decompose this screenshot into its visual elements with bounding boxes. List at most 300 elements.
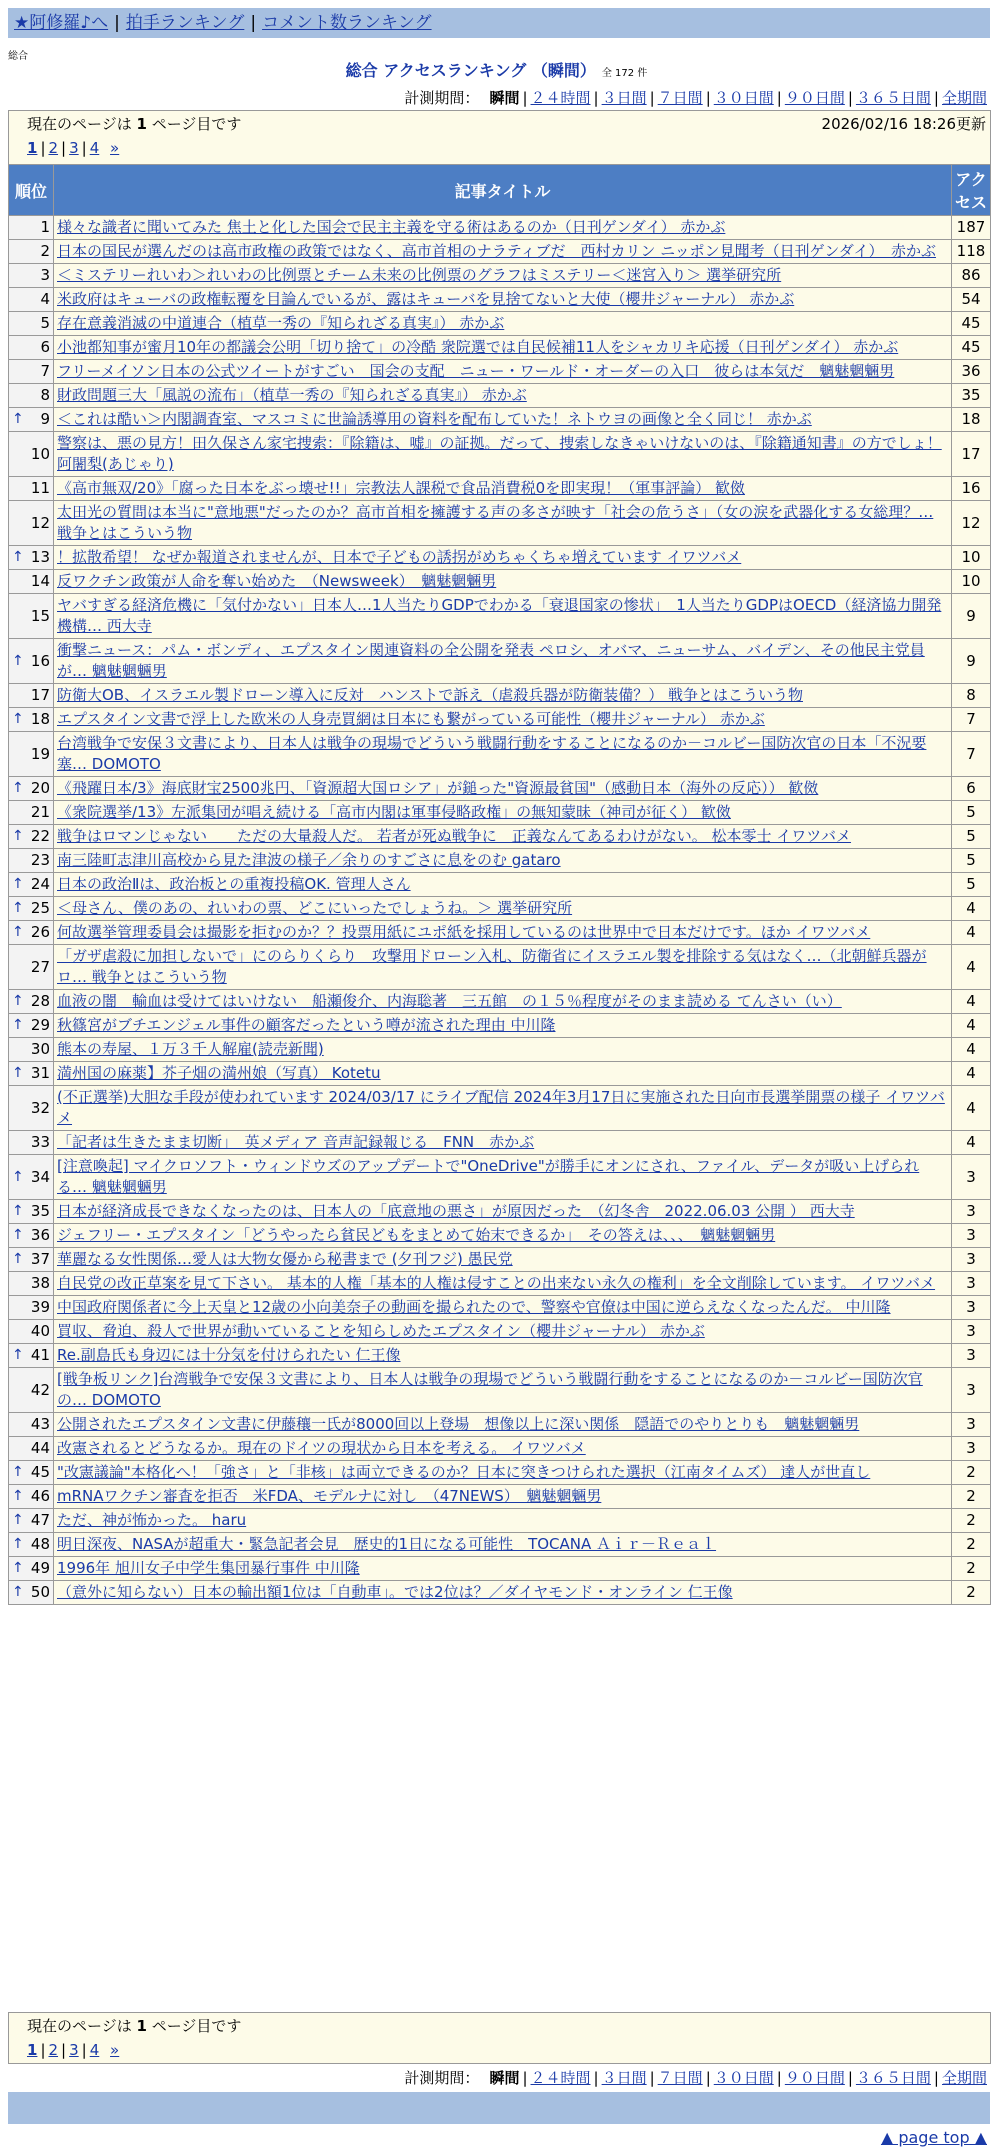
rank-cell <box>9 1557 54 1581</box>
table-row <box>9 825 991 849</box>
page-info-text: 現在のページは 1 ページ目です <box>27 2017 242 2035</box>
period-label: 計測期間： <box>404 2069 480 2087</box>
page-link-next[interactable]: » <box>110 139 120 157</box>
rank-up-icon: ↑ <box>12 711 24 727</box>
access-count: 10 <box>952 546 991 570</box>
rank-number: 29 <box>30 1016 50 1034</box>
access-count: 4 <box>952 1038 991 1062</box>
rank-cell <box>9 1155 54 1200</box>
rank-cell <box>9 1509 54 1533</box>
title-cell <box>54 1062 952 1086</box>
access-count: 4 <box>952 1086 991 1131</box>
page-link-current[interactable]: 1 <box>27 2041 38 2059</box>
article-link[interactable]: 《衆院選挙/13》左派集団が唱え続ける「高市内閣は軍事侵略政権」の無知蒙昧（神司が征く） 歓傚 <box>57 803 731 821</box>
table-row <box>9 501 991 546</box>
period-link-all[interactable]: 全期間 <box>941 2069 987 2087</box>
article-link[interactable]: 防衛大OB、イスラエル製ドローン導入に反対 ハンストで訴え（虐殺兵器が防衛装備？） 戦争とはこういう物 <box>57 686 803 704</box>
title-cell <box>54 477 952 501</box>
rank-cell <box>9 1224 54 1248</box>
article-link[interactable]: 華麗なる女性関係…愛人は大物女優から秘書まで (夕刊フジ) 愚民党 <box>57 1250 513 1268</box>
rank-cell <box>9 684 54 708</box>
article-link[interactable]: ＜これは酷い＞内閣調査室、マスコミに世論誘導用の資料を配布していた！ネトウヨの画像と全く同じ！ 赤かぶ <box>57 410 812 428</box>
rank-cell <box>9 1062 54 1086</box>
access-count: 3 <box>952 1344 991 1368</box>
rank-number: 8 <box>40 386 50 404</box>
period-link-7d[interactable]: ７日間 <box>657 89 703 107</box>
access-count: 3 <box>952 1272 991 1296</box>
table-row <box>9 1014 991 1038</box>
title-cell <box>54 1248 952 1272</box>
access-count: 18 <box>952 408 991 432</box>
access-count: 3 <box>952 1296 991 1320</box>
access-count: 4 <box>952 1014 991 1038</box>
title-cell <box>54 1014 952 1038</box>
nav-link-comment-ranking[interactable]: コメント数ランキング <box>262 13 432 33</box>
rank-up-icon: ↑ <box>12 1464 24 1480</box>
period-selector-bottom: 計測期間： 瞬間 | ２４時間 | ３日間 | ７日間 | ３０日間 | ９０日間 | ３６５日間 | 全期間 <box>404 2069 987 2087</box>
title-cell <box>54 240 952 264</box>
article-link[interactable]: 秋篠宮がブチエンジェル事件の顧客だったという噂が流された理由 中川隆 <box>57 1016 556 1034</box>
rank-cell <box>9 1086 54 1131</box>
rank-cell <box>9 897 54 921</box>
article-link[interactable]: ＜母さん、僕のあの、れいわの票、どこにいったでしょうね。＞ 選挙研究所 <box>57 899 573 917</box>
rank-number: 32 <box>30 1098 50 1117</box>
rank-cell <box>9 1248 54 1272</box>
access-count: 3 <box>952 1224 991 1248</box>
access-count: 5 <box>952 801 991 825</box>
article-link[interactable]: ＜ミステリーれいわ＞れいわの比例票とチーム未来の比例票のグラフはミステリー＜迷宮入り＞ 選挙研究所 <box>57 266 782 284</box>
rank-cell <box>9 408 54 432</box>
rank-cell <box>9 1038 54 1062</box>
table-header-row <box>9 165 991 216</box>
rank-cell <box>9 1437 54 1461</box>
table-row <box>9 945 991 990</box>
page-link-3[interactable]: 3 <box>69 139 79 157</box>
access-count: 9 <box>952 594 991 639</box>
article-link[interactable]: Re.副島氏も身辺には十分気を付けられたい 仁王像 <box>57 1346 401 1364</box>
rank-number: 31 <box>30 1064 50 1082</box>
access-count: 3 <box>952 1248 991 1272</box>
article-link[interactable]: 小池都知事が蜜月10年の都議会公明「切り捨て」の冷酷 衆院選では自民候補11人をシャカリキ応援（日刊ゲンダイ） 赤かぶ <box>57 338 899 356</box>
rank-cell <box>9 1014 54 1038</box>
nav-separator: | <box>250 13 257 33</box>
title-cell <box>54 264 952 288</box>
rank-cell <box>9 546 54 570</box>
nav-link-asyura[interactable]: ★阿修羅♪へ <box>14 13 109 33</box>
page-info-top <box>8 110 991 166</box>
title-cell <box>54 216 952 240</box>
table-row <box>9 801 991 825</box>
page-link-next[interactable]: » <box>110 2041 120 2059</box>
rank-cell <box>9 1581 54 1605</box>
article-link[interactable]: （意外に知らない）日本の輸出額1位は「自動車」。では2位は？／ダイヤモンド・オンライン 仁王像 <box>57 1583 733 1601</box>
title-cell <box>54 1296 952 1320</box>
rank-up-icon: ↑ <box>12 900 24 916</box>
rank-cell <box>9 570 54 594</box>
rank-number: 49 <box>30 1559 50 1577</box>
rank-cell <box>9 1320 54 1344</box>
period-link-365d[interactable]: ３６５日間 <box>855 2069 931 2087</box>
article-link[interactable]: 南三陸町志津川高校から見た津波の様子／余りのすごさに息をのむ gataro <box>57 851 561 869</box>
access-count: 3 <box>952 1413 991 1437</box>
access-count: 2 <box>952 1557 991 1581</box>
rank-number: 26 <box>30 923 50 941</box>
access-count: 86 <box>952 264 991 288</box>
table-row <box>9 1557 991 1581</box>
footer-bar <box>8 2092 990 2124</box>
rank-cell <box>9 990 54 1014</box>
rank-number: 40 <box>30 1322 50 1340</box>
title-cell <box>54 1461 952 1485</box>
page-info-bottom <box>8 2012 991 2064</box>
rank-cell <box>9 384 54 408</box>
article-link[interactable]: 改憲されるとどうなるか。現在のドイツの現状から日本を考える。 イワツバメ <box>57 1439 586 1457</box>
access-count: 45 <box>952 312 991 336</box>
article-link[interactable]: 血液の闇 輸血は受けてはいけない 船瀬俊介、内海聡著 三五館 の１５％程度がそのまま読める てんさい（い） <box>57 992 842 1010</box>
period-link-30d[interactable]: ３０日間 <box>713 89 774 107</box>
rank-number: 9 <box>40 410 50 428</box>
article-link[interactable]: 反ワクチン政策が人命を奪い始めた （Newsweek） 魑魅魍魎男 <box>57 572 497 590</box>
title-cell <box>54 708 952 732</box>
rank-number: 1 <box>40 218 50 236</box>
article-link[interactable]: ！拡散希望！ なぜか報道されませんが、日本で子どもの誘拐がめちゃくちゃ増えています イワツバメ <box>57 548 742 566</box>
rank-up-icon: ↑ <box>12 1512 24 1528</box>
header-access: アクセス <box>952 165 991 216</box>
table-row <box>9 1509 991 1533</box>
rank-number: 28 <box>30 992 50 1010</box>
article-link[interactable]: [戦争板リンク]台湾戦争で安保３文書により、日本人は戦争の現場でどういう戦闘行動をすることになるのか－コルビー国防次官の… DOMOTO <box>57 1370 923 1409</box>
rank-number: 50 <box>30 1583 50 1601</box>
table-row <box>9 921 991 945</box>
rank-cell <box>9 1533 54 1557</box>
pager-top: 1 | 2 | 3 | 4 » <box>27 139 120 157</box>
article-link[interactable]: 様々な識者に聞いてみた 焦土と化した国会で民主主義を守る術はあるのか（日刊ゲンダイ） 赤かぶ <box>57 218 726 236</box>
rank-cell <box>9 1485 54 1509</box>
header-title: 記事タイトル <box>54 165 952 216</box>
page-link-current[interactable]: 1 <box>27 139 38 157</box>
access-count: 7 <box>952 732 991 777</box>
rank-cell <box>9 501 54 546</box>
table-row <box>9 1131 991 1155</box>
article-link[interactable]: 公開されたエプスタイン文書に伊藤穰一氏が8000回以上登場 想像以上に深い関係 隠語でのやりとりも 魑魅魍魎男 <box>57 1415 860 1433</box>
access-count: 2 <box>952 1533 991 1557</box>
rank-cell <box>9 732 54 777</box>
period-selector-top: 計測期間： 瞬間 | ２４時間 | ３日間 | ７日間 | ３０日間 | ９０日間 | ３６５日間 | 全期間 <box>404 89 987 107</box>
access-count: 8 <box>952 684 991 708</box>
table-row <box>9 1038 991 1062</box>
rank-number: 38 <box>30 1274 50 1292</box>
title-cell <box>54 1224 952 1248</box>
article-link[interactable]: 台湾戦争で安保３文書により、日本人は戦争の現場でどういう戦闘行動をすることになるのか－コルビー国防次官の日本「不況要塞… DOMOTO <box>57 734 927 773</box>
table-row <box>9 849 991 873</box>
title-cell <box>54 1368 952 1413</box>
article-link[interactable]: mRNAワクチン審査を拒否 米FDA、モデルナに対し （47NEWS） 魑魅魍魎男 <box>57 1487 602 1505</box>
article-link[interactable]: 太田光の質問は本当に"意地悪"だったのか？高市首相を擁護する声の多さが映す「社会の危うさ」（女の涙を武器化する女総理？… 戦争とはこういう物 <box>57 503 934 542</box>
rank-up-icon: ↑ <box>12 1065 24 1081</box>
rank-cell <box>9 1296 54 1320</box>
article-link[interactable]: [注意喚起] マイクロソフト・ウィンドウズのアップデートで"OneDrive"が勝手にオンにされ、ファイル、データが吸い上げられる… 魑魅魍魎男 <box>57 1157 920 1196</box>
article-link[interactable]: 「ガザ虐殺に加担しないで」にのらりくらり 攻撃用ドローン入札、防衛省にイスラエル製を排除する気はなく…（北朝鮮兵器がロ… 戦争とはこういう物 <box>57 947 927 986</box>
title-cell <box>54 801 952 825</box>
rank-number: 46 <box>30 1487 50 1505</box>
title-cell <box>54 1344 952 1368</box>
article-link[interactable]: (不正選挙)大胆な手段が使われています 2024/03/17 にライブ配信 2024年3月17日に実施された日向市長選挙開票の様子 イワツバメ <box>57 1088 945 1127</box>
rank-up-icon: ↑ <box>12 1560 24 1576</box>
title-cell <box>54 570 952 594</box>
table-row <box>9 708 991 732</box>
title-cell <box>54 1086 952 1131</box>
rank-cell <box>9 801 54 825</box>
page-link-2[interactable]: 2 <box>48 2041 59 2059</box>
article-link[interactable]: 日本の国民が選んだのは高市政権の政策ではなく、高市首相のナラティブだ 西村カリン ニッポン見聞考（日刊ゲンダイ） 赤かぶ <box>57 242 936 260</box>
access-count: 35 <box>952 384 991 408</box>
period-link-90d[interactable]: ９０日間 <box>784 2069 845 2087</box>
access-count: 2 <box>952 1509 991 1533</box>
rank-number: 33 <box>30 1133 50 1151</box>
period-current: 瞬間 <box>489 89 520 107</box>
rank-number: 16 <box>30 651 50 670</box>
article-link[interactable]: 中国政府関係者に今上天皇と12歳の小向美奈子の動画を撮られたので、警察や官僚は中国に逆らえなくなったんだ。 中川隆 <box>57 1298 891 1316</box>
rank-number: 24 <box>30 875 50 893</box>
page-link-4[interactable]: 4 <box>89 139 100 157</box>
table-row <box>9 1272 991 1296</box>
access-count: 17 <box>952 432 991 477</box>
title-cell <box>54 945 952 990</box>
category-tag: 総合 <box>8 51 28 62</box>
title-cell <box>54 594 952 639</box>
rank-cell <box>9 1131 54 1155</box>
article-link[interactable]: 警察は、悪の見方！田久保さん家宅捜索：『除籍は、嘘』の証拠。だって、捜索しなきゃいけないのは、『除籍通知書』の方でしょ！ 阿闍梨(あじゃり) <box>57 434 942 473</box>
rank-cell <box>9 594 54 639</box>
item-count: 全 172 件 <box>601 68 648 79</box>
rank-cell <box>9 240 54 264</box>
period-link-3d[interactable]: ３日間 <box>601 2069 647 2087</box>
rank-cell <box>9 336 54 360</box>
rank-up-icon: ↑ <box>12 924 24 940</box>
nav-separator: | <box>114 13 120 33</box>
article-link[interactable]: 戦争はロマンじゃない ただの大量殺人だ。 若者が死ぬ戦争に 正義なんてあるわけがない。 松本零士 イワツバメ <box>57 827 852 845</box>
rank-number: 30 <box>30 1040 50 1058</box>
article-link[interactable]: 買収、脅迫、殺人で世界が動いていることを知らしめたエプスタイン（櫻井ジャーナル） 赤かぶ <box>57 1322 705 1340</box>
rank-number: 21 <box>30 803 50 821</box>
rank-up-icon: ↑ <box>12 1017 24 1033</box>
table-row <box>9 240 991 264</box>
rank-cell <box>9 1200 54 1224</box>
article-link[interactable]: 日本が経済成長できなくなったのは、日本人の「底意地の悪さ」が原因だった （幻冬舎 2022.06.03 公開 ） 西大寺 <box>57 1202 855 1220</box>
title-cell <box>54 897 952 921</box>
rank-number: 17 <box>30 686 50 704</box>
table-row <box>9 1344 991 1368</box>
title-cell <box>54 921 952 945</box>
table-row <box>9 1320 991 1344</box>
title-cell <box>54 501 952 546</box>
rank-up-icon: ↑ <box>12 876 24 892</box>
access-count: 9 <box>952 639 991 684</box>
rank-number: 37 <box>30 1250 50 1268</box>
access-count: 4 <box>952 897 991 921</box>
title-cell <box>54 1131 952 1155</box>
access-count: 5 <box>952 849 991 873</box>
article-link[interactable]: 日本の政治Ⅱは、政治板との重複投稿OK. 管理人さん <box>57 875 411 893</box>
access-count: 4 <box>952 945 991 990</box>
header-rank: 順位 <box>9 165 54 216</box>
table-row <box>9 1461 991 1485</box>
period-link-3d[interactable]: ３日間 <box>601 89 647 107</box>
access-count: 5 <box>952 873 991 897</box>
page-info-text: 現在のページは 1 ページ目です <box>27 115 242 133</box>
table-row <box>9 570 991 594</box>
rank-cell <box>9 873 54 897</box>
rank-number: 43 <box>30 1415 50 1433</box>
title-cell <box>54 1557 952 1581</box>
table-row <box>9 1248 991 1272</box>
top-nav <box>8 8 990 38</box>
article-link[interactable]: ジェフリー・エプスタイン「どうやったら貧民どもをまとめて始末できるか」 その答えは、、、 魑魅魍魎男 <box>57 1226 776 1244</box>
table-row <box>9 1581 991 1605</box>
article-link[interactable]: 存在意義消滅の中道連合（植草一秀の『知られざる真実』） 赤かぶ <box>57 314 505 332</box>
rank-up-icon: ↑ <box>12 411 24 427</box>
rank-cell <box>9 264 54 288</box>
rank-number: 6 <box>40 338 50 356</box>
table-row <box>9 336 991 360</box>
period-link-24h[interactable]: ２４時間 <box>530 2069 591 2087</box>
table-row <box>9 384 991 408</box>
rank-number: 5 <box>40 314 50 332</box>
table-row <box>9 312 991 336</box>
table-row <box>9 1296 991 1320</box>
title-cell <box>54 732 952 777</box>
title-cell <box>54 849 952 873</box>
title-cell <box>54 777 952 801</box>
table-row <box>9 897 991 921</box>
access-count: 4 <box>952 990 991 1014</box>
rank-up-icon: ↑ <box>12 1203 24 1219</box>
rank-cell <box>9 849 54 873</box>
rank-number: 22 <box>30 827 50 845</box>
rank-cell <box>9 477 54 501</box>
article-link[interactable]: 《高市無双/20》「腐った日本をぶっ壊せ!!」宗教法人課税で食品消費税0を即実現！（軍事評論） 歓傚 <box>57 479 745 497</box>
article-link[interactable]: 米政府はキューバの政権転覆を目論んでいるが、露はキューバを見捨てないと大使（櫻井ジャーナル） 赤かぶ <box>57 290 795 308</box>
period-link-90d[interactable]: ９０日間 <box>784 89 845 107</box>
article-link[interactable]: 何故選挙管理委員会は撮影を拒むのか？？投票用紙にユポ紙を採用しているのは世界中で日本だけです。ほか イワツバメ <box>57 923 871 941</box>
period-link-30d[interactable]: ３０日間 <box>713 2069 774 2087</box>
rank-up-icon: ↑ <box>12 652 24 669</box>
ranking-table <box>8 164 991 1605</box>
article-link[interactable]: 衝撃ニュース：パム・ボンディ、エプスタイン関連資料の全公開を発表 ペロシ、オバマ、ニューサム、バイデン、その他民主党員が… 魑魅魍魎男 <box>57 641 925 680</box>
rank-up-icon: ↑ <box>12 1227 24 1243</box>
access-count: 36 <box>952 360 991 384</box>
rank-number: 41 <box>30 1346 50 1364</box>
table-row <box>9 360 991 384</box>
article-link[interactable]: フリーメイソン日本の公式ツイートがすごい 国会の支配 ニュー・ワールド・オーダーの入口 彼らは本気だ 魑魅魍魎男 <box>57 362 895 380</box>
title-cell <box>54 288 952 312</box>
table-row <box>9 1086 991 1131</box>
title-cell <box>54 1200 952 1224</box>
period-link-all[interactable]: 全期間 <box>941 89 987 107</box>
access-count: 3 <box>952 1155 991 1200</box>
rank-number: 19 <box>30 744 50 763</box>
table-row <box>9 1533 991 1557</box>
article-link[interactable]: 熊本の寿屋、１万３千人解雇(読売新聞) <box>57 1040 324 1058</box>
title-cell <box>54 873 952 897</box>
rank-number: 18 <box>30 710 50 728</box>
article-link[interactable]: 自民党の改正草案を見て下さい。 基本的人権「基本的人権は侵すことの出来ない永久の権利」を全文削除しています。 イワツバメ <box>57 1274 936 1292</box>
rank-up-icon: ↑ <box>12 1488 24 1504</box>
period-label: 計測期間： <box>404 89 480 107</box>
article-link[interactable]: 1996年 旭川女子中学生集団暴行事件 中川隆 <box>57 1559 360 1577</box>
article-link[interactable]: "改憲議論"本格化へ！「強さ」と「非核」は両立できるのか？日本に突きつけられた選択（江南タイムズ） 達人が世直し <box>57 1463 871 1481</box>
rank-up-icon: ↑ <box>12 780 24 796</box>
table-row <box>9 1155 991 1200</box>
rank-number: 12 <box>30 513 50 532</box>
page-link-3[interactable]: 3 <box>69 2041 79 2059</box>
table-row <box>9 1413 991 1437</box>
period-link-365d[interactable]: ３６５日間 <box>855 89 931 107</box>
rank-up-icon: ↑ <box>12 1168 24 1185</box>
rank-up-icon: ↑ <box>12 828 24 844</box>
access-count: 6 <box>952 777 991 801</box>
rank-number: 45 <box>30 1463 50 1481</box>
access-count: 5 <box>952 825 991 849</box>
rank-cell <box>9 1413 54 1437</box>
article-link[interactable]: 《飛躍日本/3》海底財宝2500兆円、「資源超大国ロシア」が鎚った"資源最貧国"（感動日本（海外の反応）） 歓傚 <box>57 779 819 797</box>
period-link-24h[interactable]: ２４時間 <box>530 89 591 107</box>
table-row <box>9 1224 991 1248</box>
rank-number: 20 <box>30 779 50 797</box>
access-count: 12 <box>952 501 991 546</box>
rank-up-icon: ↑ <box>12 1536 24 1552</box>
table-row <box>9 1062 991 1086</box>
title-cell <box>54 990 952 1014</box>
title-cell <box>54 1038 952 1062</box>
page-top-link[interactable]: ▲ page top ▲ <box>880 2128 987 2147</box>
title-cell <box>54 1272 952 1296</box>
page-link-2[interactable]: 2 <box>48 139 59 157</box>
title-cell <box>54 639 952 684</box>
period-link-7d[interactable]: ７日間 <box>657 2069 703 2087</box>
table-row <box>9 546 991 570</box>
rank-number: 35 <box>30 1202 50 1220</box>
access-count: 3 <box>952 1368 991 1413</box>
rank-cell <box>9 639 54 684</box>
rank-number: 39 <box>30 1298 50 1316</box>
nav-link-clap-ranking[interactable]: 拍手ランキング <box>125 13 245 33</box>
title-cell <box>54 825 952 849</box>
article-link[interactable]: 明日深夜、NASAが超重大・緊急記者会見 歴史的1日になる可能性 TOCANA Ａｉｒ－Ｒｅａｌ <box>57 1535 717 1553</box>
article-link[interactable]: 財政問題三大「風説の流布」（植草一秀の『知られざる真実』） 赤かぶ <box>57 386 527 404</box>
updated-timestamp: 2026/02/16 18:26更新 <box>821 115 986 133</box>
title-cell <box>54 432 952 477</box>
access-count: 54 <box>952 288 991 312</box>
table-row <box>9 1485 991 1509</box>
rank-cell <box>9 1368 54 1413</box>
title-cell <box>54 1320 952 1344</box>
access-count: 2 <box>952 1461 991 1485</box>
article-link[interactable]: ただ、神が怖かった。 haru <box>57 1511 247 1529</box>
article-link[interactable]: エプスタイン文書で浮上した欧米の人身売買網は日本にも繋がっている可能性（櫻井ジャーナル） 赤かぶ <box>57 710 765 728</box>
article-link[interactable]: 満州国の麻薬】芥子畑の満州娘（写真） Kotetu <box>57 1064 381 1082</box>
page-link-4[interactable]: 4 <box>89 2041 100 2059</box>
title-cell <box>54 360 952 384</box>
rank-number: 27 <box>30 957 50 976</box>
title-cell <box>54 1485 952 1509</box>
title-cell <box>54 1533 952 1557</box>
article-link[interactable]: ヤバすぎる経済危機に「気付かない」日本人…1人当たりGDPでわかる「衰退国家の惨状」 1人当たりGDPはOECD（経済協力開発機構… 西大寺 <box>57 596 942 635</box>
table-row <box>9 873 991 897</box>
rank-cell <box>9 777 54 801</box>
article-link[interactable]: 「記者は生きたまま切断」 英メディア 音声記録報じる FNN 赤かぶ <box>57 1133 535 1151</box>
title-cell <box>54 336 952 360</box>
